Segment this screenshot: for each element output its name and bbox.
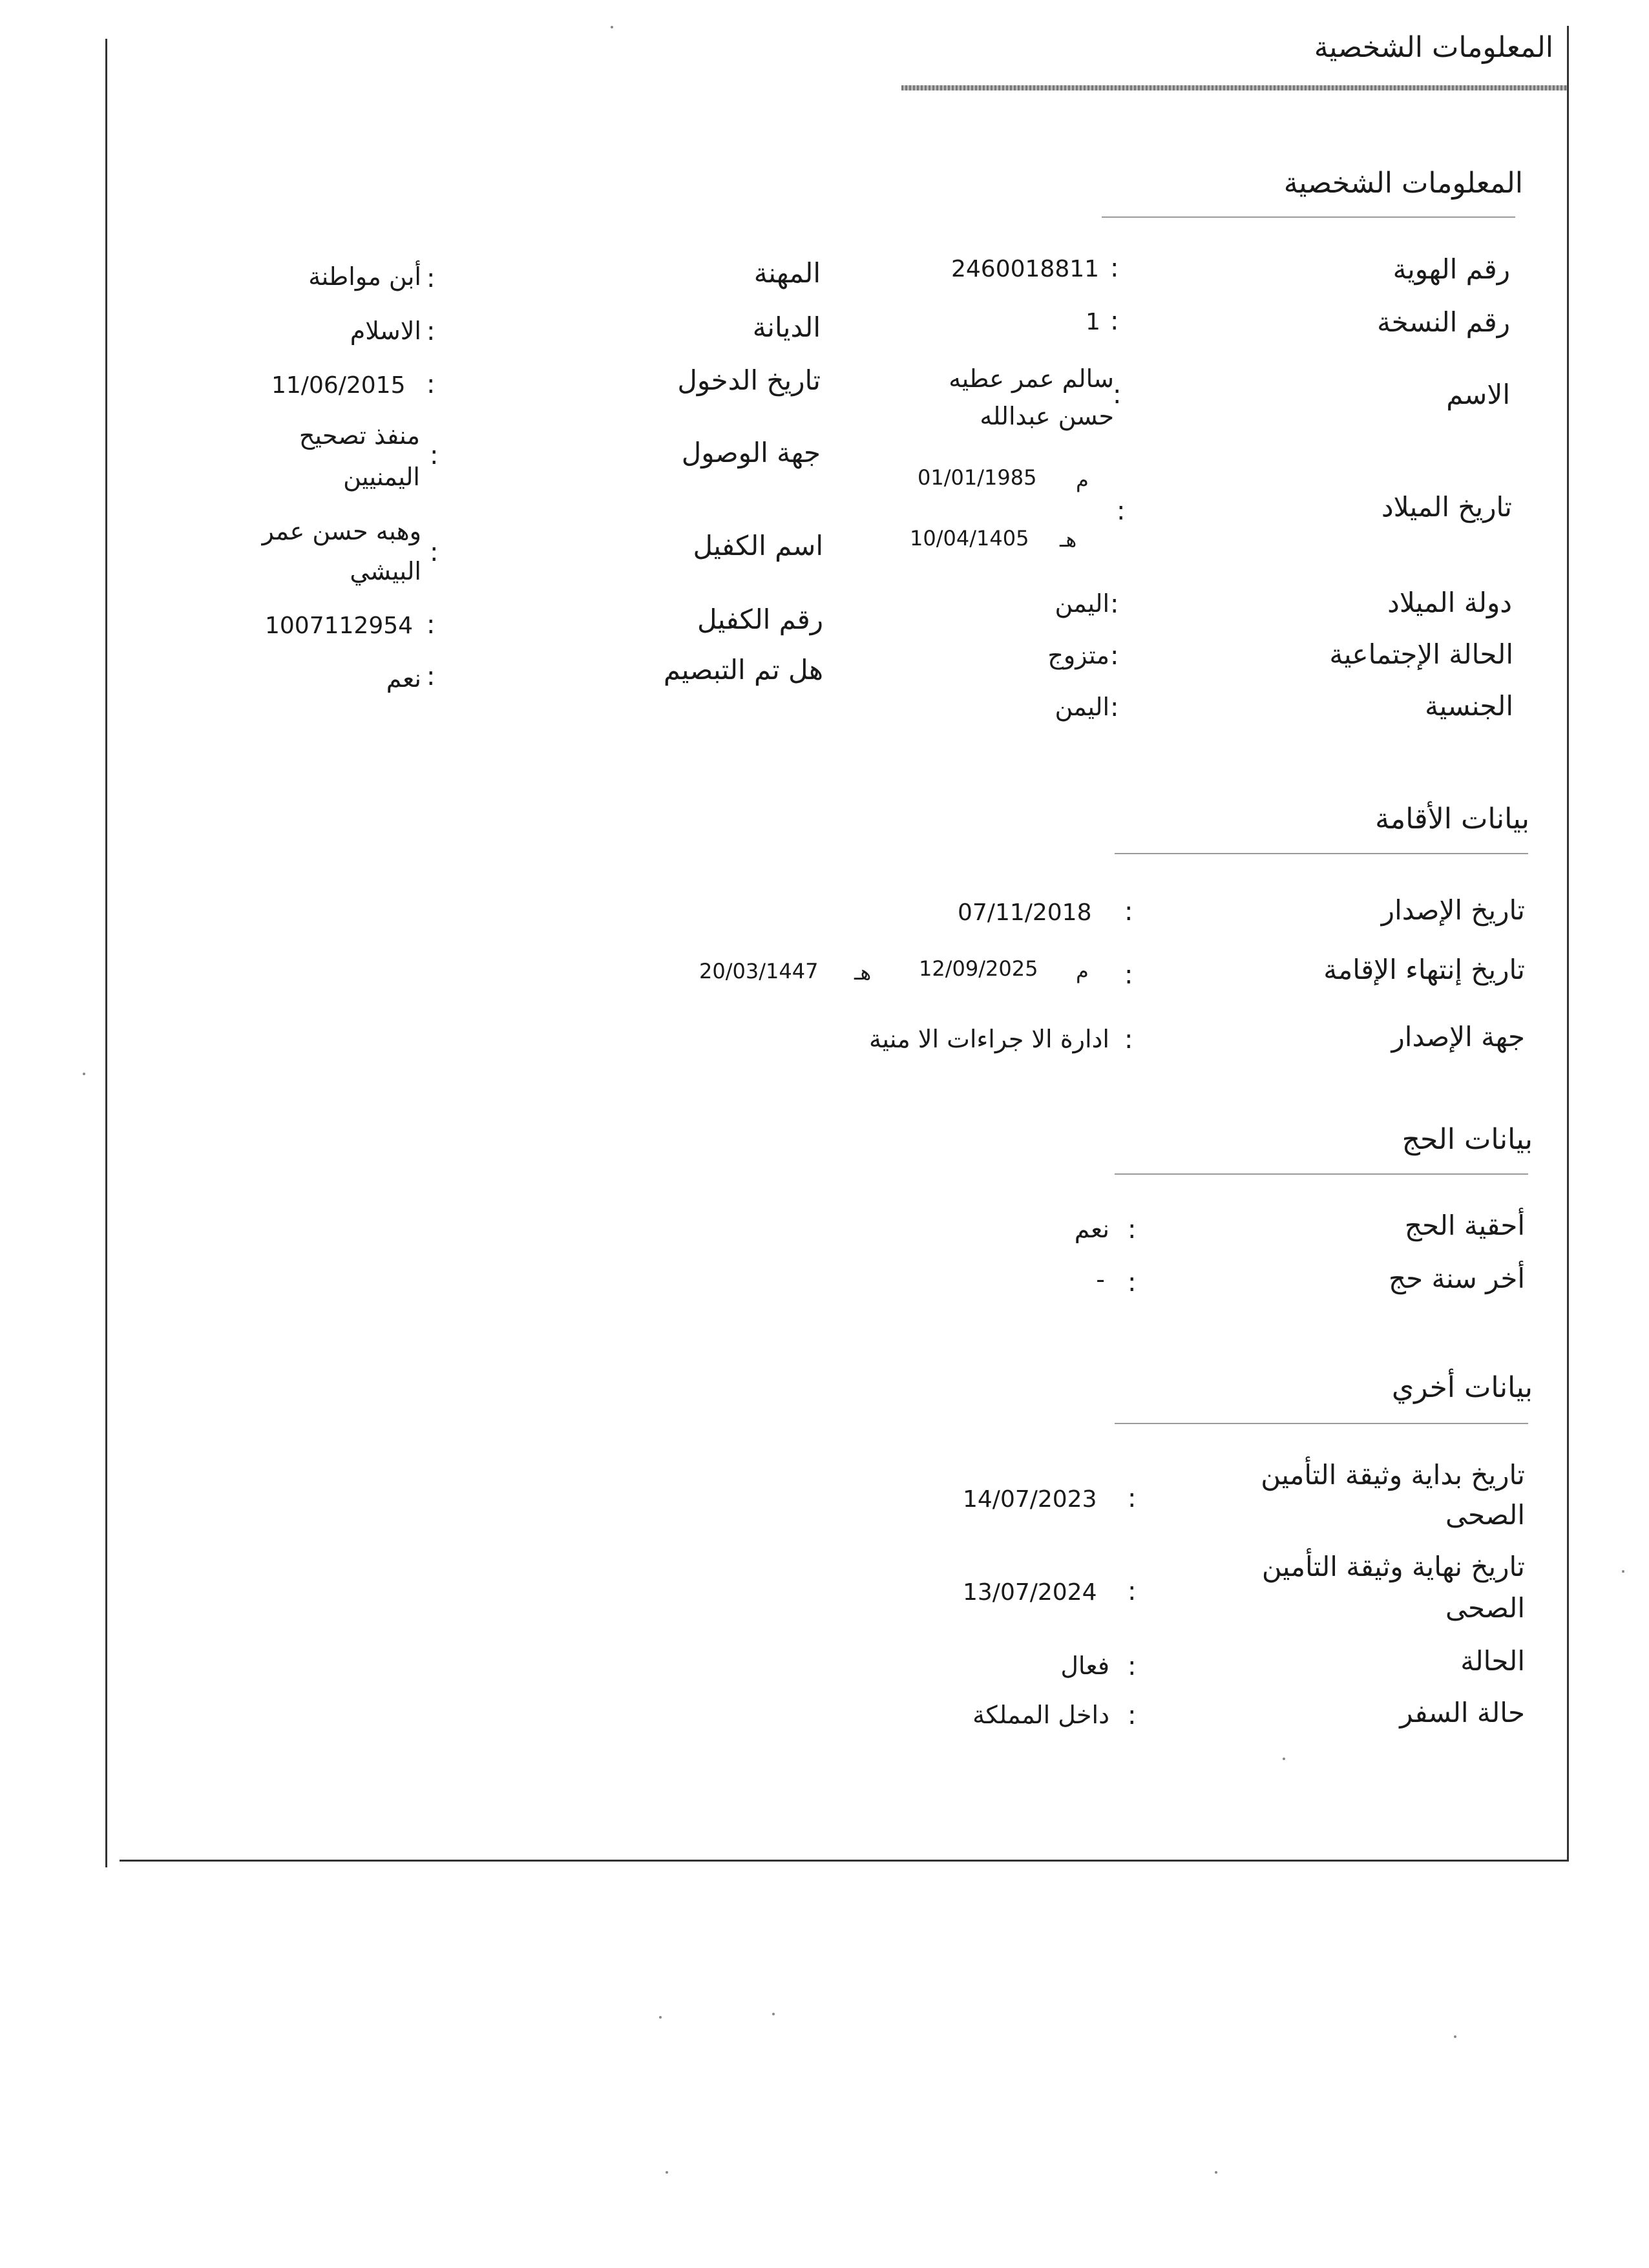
- dob-gregorian-value: 01/01/1985: [918, 465, 1037, 490]
- copy-colon: :: [1110, 306, 1119, 336]
- insurance-end-label-line1: تاريخ نهاية وثيقة التأمين: [1261, 1551, 1525, 1582]
- birth-country-colon: :: [1110, 589, 1119, 619]
- fingerprint-colon: :: [426, 662, 436, 691]
- expiry-hijri-value: 20/03/1447: [699, 959, 819, 983]
- dob-hijri-value: 10/04/1405: [910, 526, 1029, 551]
- issuer-label: جهة الإصدار: [1391, 1021, 1525, 1053]
- marital-colon: :: [1110, 641, 1119, 671]
- fingerprint-value: نعم: [386, 664, 421, 693]
- nationality-label: الجنسية: [1425, 690, 1513, 722]
- profession-colon: :: [426, 264, 436, 293]
- dob-gregorian-mark: م: [1076, 468, 1089, 492]
- expiry-gregorian-value: 12/09/2025: [919, 956, 1038, 981]
- insurance-start-colon: :: [1128, 1484, 1137, 1513]
- arrival-label: جهة الوصول: [681, 437, 821, 468]
- insurance-end-label-line2: الصحى: [1445, 1592, 1525, 1624]
- travel-status-colon: :: [1128, 1701, 1137, 1730]
- issue-date-colon: :: [1124, 897, 1133, 927]
- other-section-title: بيانات أخري: [1391, 1371, 1533, 1404]
- dob-hijri-mark: هـ: [1060, 527, 1077, 552]
- issue-date-value: 07/11/2018: [958, 899, 1092, 926]
- travel-status-label: حالة السفر: [1400, 1697, 1525, 1728]
- arrival-colon: :: [430, 441, 439, 470]
- name-colon: :: [1113, 380, 1122, 410]
- copy-label: رقم النسخة: [1377, 306, 1510, 338]
- status-colon: :: [1128, 1652, 1137, 1681]
- id-label: رقم الهوية: [1392, 253, 1510, 285]
- id-value: 2460018811: [951, 256, 1100, 282]
- entry-date-label: تاريخ الدخول: [677, 364, 821, 396]
- scan-speck: [1454, 2035, 1456, 2038]
- fingerprint-label: هل تم التبصيم: [663, 654, 823, 686]
- scan-speck: [772, 2013, 775, 2015]
- sponsor-no-label: رقم الكفيل: [697, 604, 823, 635]
- status-value: فعال: [1060, 1652, 1109, 1680]
- insurance-end-colon: :: [1128, 1577, 1137, 1606]
- hajj-eligible-colon: :: [1128, 1215, 1137, 1244]
- name-value-line1: سالم عمر عطيه: [949, 364, 1114, 393]
- last-hajj-label: أخر سنة حج: [1389, 1263, 1525, 1294]
- frame-bottom-border: [120, 1860, 1569, 1862]
- expiry-gregorian-mark: م: [1076, 959, 1089, 983]
- header-title: المعلومات الشخصية: [1314, 31, 1553, 64]
- sponsor-name-label: اسم الكفيل: [693, 530, 823, 562]
- birth-country-label: دولة الميلاد: [1387, 587, 1512, 618]
- frame-right-border: [1567, 26, 1569, 1860]
- header-rule: [901, 85, 1567, 90]
- nationality-value: اليمن: [1055, 693, 1109, 721]
- sponsor-no-colon: :: [426, 610, 436, 640]
- copy-value: 1: [1086, 309, 1100, 335]
- scan-speck: [659, 2016, 662, 2019]
- last-hajj-colon: :: [1128, 1268, 1137, 1297]
- birth-country-value: اليمن: [1055, 589, 1109, 618]
- scan-speck: [1283, 1758, 1285, 1760]
- expiry-hijri-mark: هـ: [854, 960, 872, 985]
- hajj-eligible-value: نعم: [1074, 1215, 1109, 1243]
- id-colon: :: [1110, 253, 1119, 283]
- arrival-value-line1: منفذ تصحيح: [299, 421, 420, 450]
- marital-value: متزوج: [1047, 641, 1109, 669]
- insurance-start-value: 14/07/2023: [963, 1486, 1097, 1513]
- frame-left-border: [105, 39, 107, 1867]
- name-label: الاسم: [1446, 379, 1510, 410]
- arrival-value-line2: اليمنيين: [343, 463, 420, 491]
- last-hajj-value: -: [1096, 1265, 1105, 1294]
- travel-status-value: داخل المملكة: [972, 1701, 1109, 1729]
- issue-date-label: تاريخ الإصدار: [1381, 894, 1525, 926]
- nationality-colon: :: [1110, 693, 1119, 722]
- sponsor-name-value-line1: وهبه حسن عمر: [262, 517, 421, 545]
- religion-colon: :: [426, 317, 436, 346]
- residence-section-title: بيانات الأقامة: [1375, 803, 1529, 835]
- expiry-colon: :: [1124, 960, 1133, 990]
- scan-speck: [666, 2171, 668, 2174]
- name-value-line2: حسن عبدالله: [980, 402, 1114, 430]
- residence-section-rule: [1115, 853, 1528, 854]
- dob-label: تاريخ الميلاد: [1381, 491, 1512, 523]
- issuer-colon: :: [1124, 1025, 1133, 1055]
- dob-colon: :: [1117, 496, 1126, 526]
- insurance-start-label-line1: تاريخ بداية وثيقة التأمين: [1261, 1459, 1525, 1491]
- profession-value: أبن مواطنة: [308, 262, 421, 291]
- insurance-start-label-line2: الصحى: [1445, 1499, 1525, 1531]
- hajj-eligible-label: أحقية الحج: [1404, 1210, 1525, 1241]
- sponsor-name-colon: :: [430, 538, 439, 567]
- scan-speck: [1215, 2171, 1217, 2174]
- entry-date-colon: :: [426, 370, 436, 399]
- other-section-rule: [1115, 1423, 1528, 1424]
- hajj-section-title: بيانات الحج: [1402, 1123, 1533, 1156]
- insurance-end-value: 13/07/2024: [963, 1579, 1097, 1606]
- religion-value: الاسلام: [350, 317, 421, 345]
- marital-label: الحالة الإجتماعية: [1329, 638, 1513, 670]
- sponsor-name-value-line2: البيشي: [350, 557, 421, 585]
- hajj-section-rule: [1115, 1173, 1528, 1175]
- religion-label: الديانة: [752, 311, 821, 343]
- issuer-value: ادارة الا جراءات الا منية: [869, 1025, 1109, 1053]
- personal-section-title: المعلومات الشخصية: [1283, 167, 1523, 200]
- expiry-label: تاريخ إنتهاء الإقامة: [1323, 954, 1525, 985]
- sponsor-no-value: 1007112954: [265, 613, 414, 639]
- scan-speck: [83, 1073, 85, 1075]
- personal-section-rule: [1102, 216, 1515, 218]
- entry-date-value: 11/06/2015: [271, 372, 406, 399]
- profession-label: المهنة: [753, 257, 821, 289]
- status-label: الحالة: [1460, 1645, 1525, 1677]
- scan-speck: [1622, 1570, 1624, 1573]
- scan-speck: [611, 26, 613, 28]
